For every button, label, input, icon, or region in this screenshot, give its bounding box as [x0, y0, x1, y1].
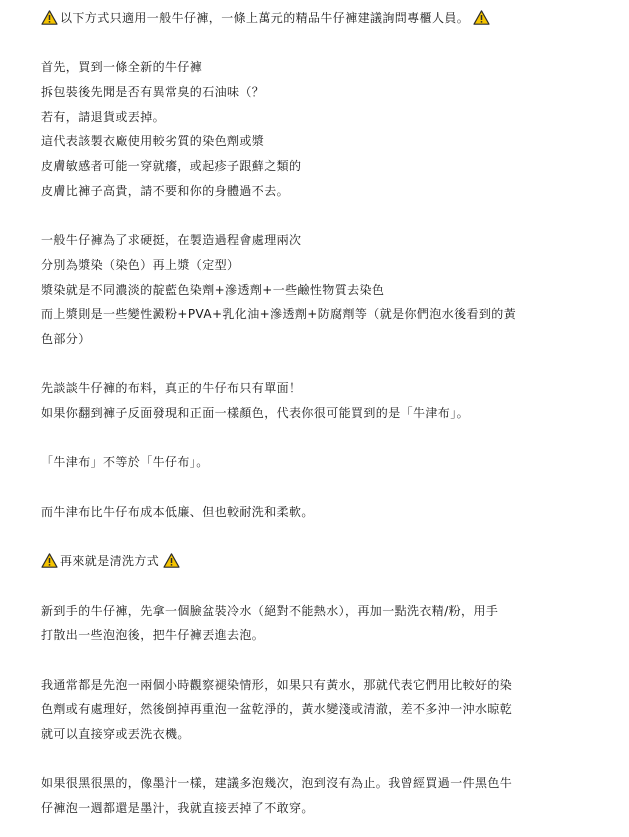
- paragraph-line: 色劑或有處理好，然後倒掉再重泡一盆乾淨的，黃水變淺或清澈，差不多沖一沖水晾乾: [41, 702, 513, 717]
- section-title: [41, 549, 615, 574]
- paragraph-line: 仔褲泡一週都還是墨汁，我就直接丟掉了不敢穿。: [41, 801, 314, 815]
- paragraph-oxford-note: 「牛津布」不等於「牛仔布」。: [41, 455, 209, 470]
- paragraph-line: 就可以直接穿或丟洗衣機。: [41, 726, 190, 741]
- warning-icon: [163, 553, 180, 568]
- paragraph-line: 一般牛仔褲為了求硬挺，在製造過程會處理兩次: [41, 233, 302, 248]
- paragraph-line: 分別為漿染（染色）再上漿（定型）: [41, 257, 240, 272]
- paragraph-line: 拆包裝後先聞是否有異常臭的石油味（？: [41, 85, 265, 100]
- paragraph-line: 皮膚敏感者可能一穿就癢，或起疹子跟蘚之類的: [41, 159, 302, 174]
- paragraph-line: 色部分）: [41, 331, 91, 346]
- paragraph-line: 首先，買到一條全新的牛仔褲: [41, 60, 203, 75]
- paragraph-first-soak: [41, 599, 615, 648]
- paragraph-line: 如果你翻到褲子反面發現和正面一樣顏色，代表你很可能買到的是「牛津布」。: [41, 406, 470, 420]
- paragraph-line: 如果很黑很黑的，像墨汁一樣，建議多泡幾次，泡到沒有為止。我曾經買過一件黑色牛: [41, 776, 513, 791]
- paragraph-sizing: [41, 228, 615, 351]
- paragraph-line: 新到手的牛仔褲，先拿一個臉盆裝冷水（絕對不能熱水），再加一點洗衣精/粉，用手: [41, 603, 499, 618]
- paragraph-line: 漿染就是不同濃淡的靛藍色染劑+滲透劑+一些鹼性物質去染色: [41, 282, 385, 297]
- paragraph-line: 打散出一些泡泡後，把牛仔褲丟進去泡。: [41, 628, 265, 643]
- warning-icon: [473, 10, 490, 25]
- paragraph-oxford-cost: 而牛津布比牛仔布成本低廉、但也較耐洗和柔軟。: [41, 504, 314, 519]
- warning-icon: [41, 10, 58, 25]
- paragraph-line: 先談談牛仔褲的布料，真正的牛仔布只有單面！: [41, 381, 302, 396]
- paragraph-line: 而上漿則是一些變性澱粉+PVA+乳化油+滲透劑+防腐劑等（就是你們泡水後看到的黃: [41, 307, 517, 322]
- intro-notice-text: 以下方式只適用一般牛仔褲，一條上萬元的精品牛仔褲建議詢問專櫃人員。: [60, 11, 470, 25]
- paragraph-line: 若有，請退貨或丟掉。: [41, 109, 166, 124]
- intro-notice: [41, 6, 615, 31]
- paragraph-new-jeans: [41, 55, 615, 203]
- paragraph-line: 我通常都是先泡一兩個小時觀察褪染情形，如果只有黃水，那就代表它們用比較好的染: [41, 677, 513, 692]
- paragraph-fabric: [41, 376, 615, 425]
- warning-icon: [41, 553, 58, 568]
- paragraph-black-dye: [41, 771, 615, 820]
- paragraph-line: 這代表該製衣廠使用較劣質的染色劑或漿: [41, 134, 265, 149]
- paragraph-line: 皮膚比褲子高貴，請不要和你的身體過不去。: [41, 183, 290, 198]
- section-title-text: 再來就是清洗方式: [60, 554, 160, 569]
- paragraph-observe-dye: [41, 673, 615, 747]
